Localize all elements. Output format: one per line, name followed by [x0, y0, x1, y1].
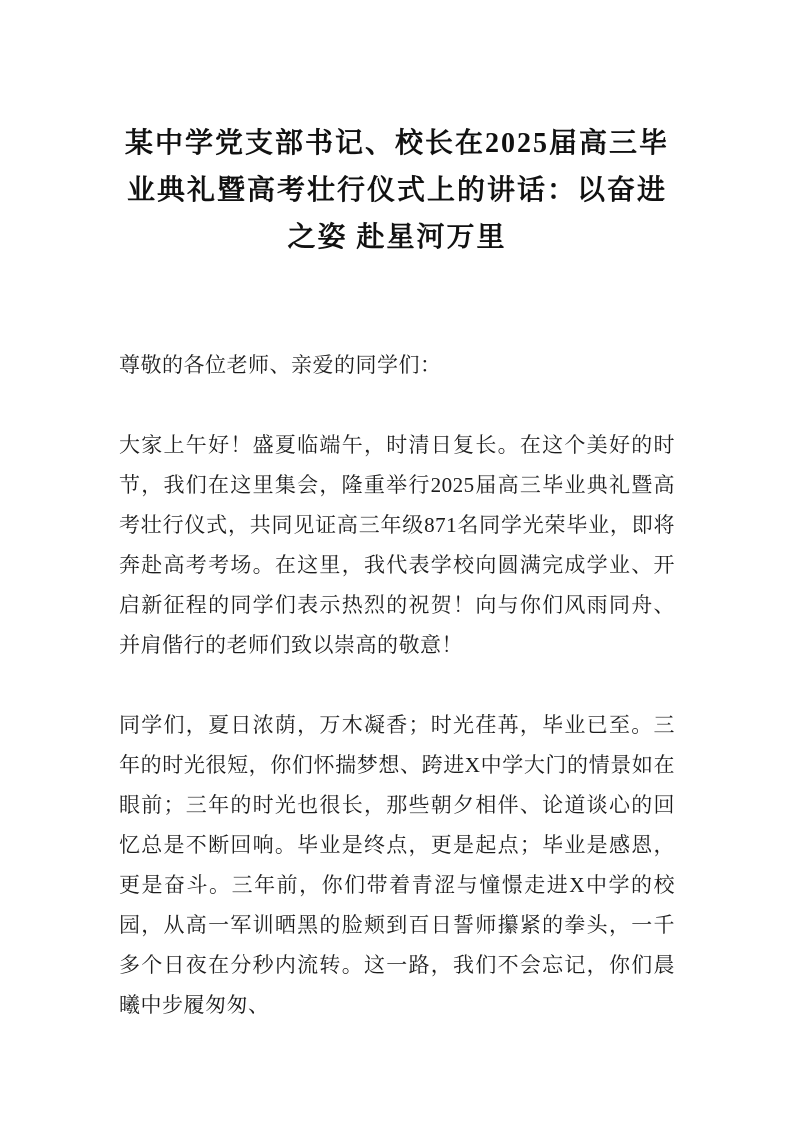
paragraph-opening: 大家上午好！盛夏临端午，时清日复长。在这个美好的时节，我们在这里集会，隆重举行2025届高三毕业典礼暨高考壮行仪式，共同见证高三年级871名同学光荣毕业，即将奔赴高考考场。在这里，我代表学校向圆满完成学业、开启新征程的同学们表示热烈的祝贺！向与你们风雨同舟、并肩偕行的老师们致以崇高的敬意！ [119, 433, 675, 657]
paragraph-reflection: 同学们，夏日浓荫，万木凝香；时光荏苒，毕业已至。三年的时光很短，你们怀揣梦想、跨进X中学大门的情景如在眼前；三年的时光也很长，那些朝夕相伴、论道谈心的回忆总是不断回响。毕业是终点，更是起点；毕业是感恩，更是奋斗。三年前，你们带着青涩与憧憬走进X中学的校园，从高一军训晒黑的脸颊到百日誓师攥紧的拳头，一千多个日夜在分秒内流转。这一路，我们不会忘记，你们晨曦中步履匆匆、 [119, 713, 675, 1017]
document-body [119, 345, 675, 1025]
paragraph-salutation: 尊敬的各位老师、亲爱的同学们： [119, 353, 442, 377]
document-title: 某中学党支部书记、校长在2025届高三毕业典礼暨高考壮行仪式上的讲话：以奋进之姿 赴星河万里 [124, 128, 669, 253]
